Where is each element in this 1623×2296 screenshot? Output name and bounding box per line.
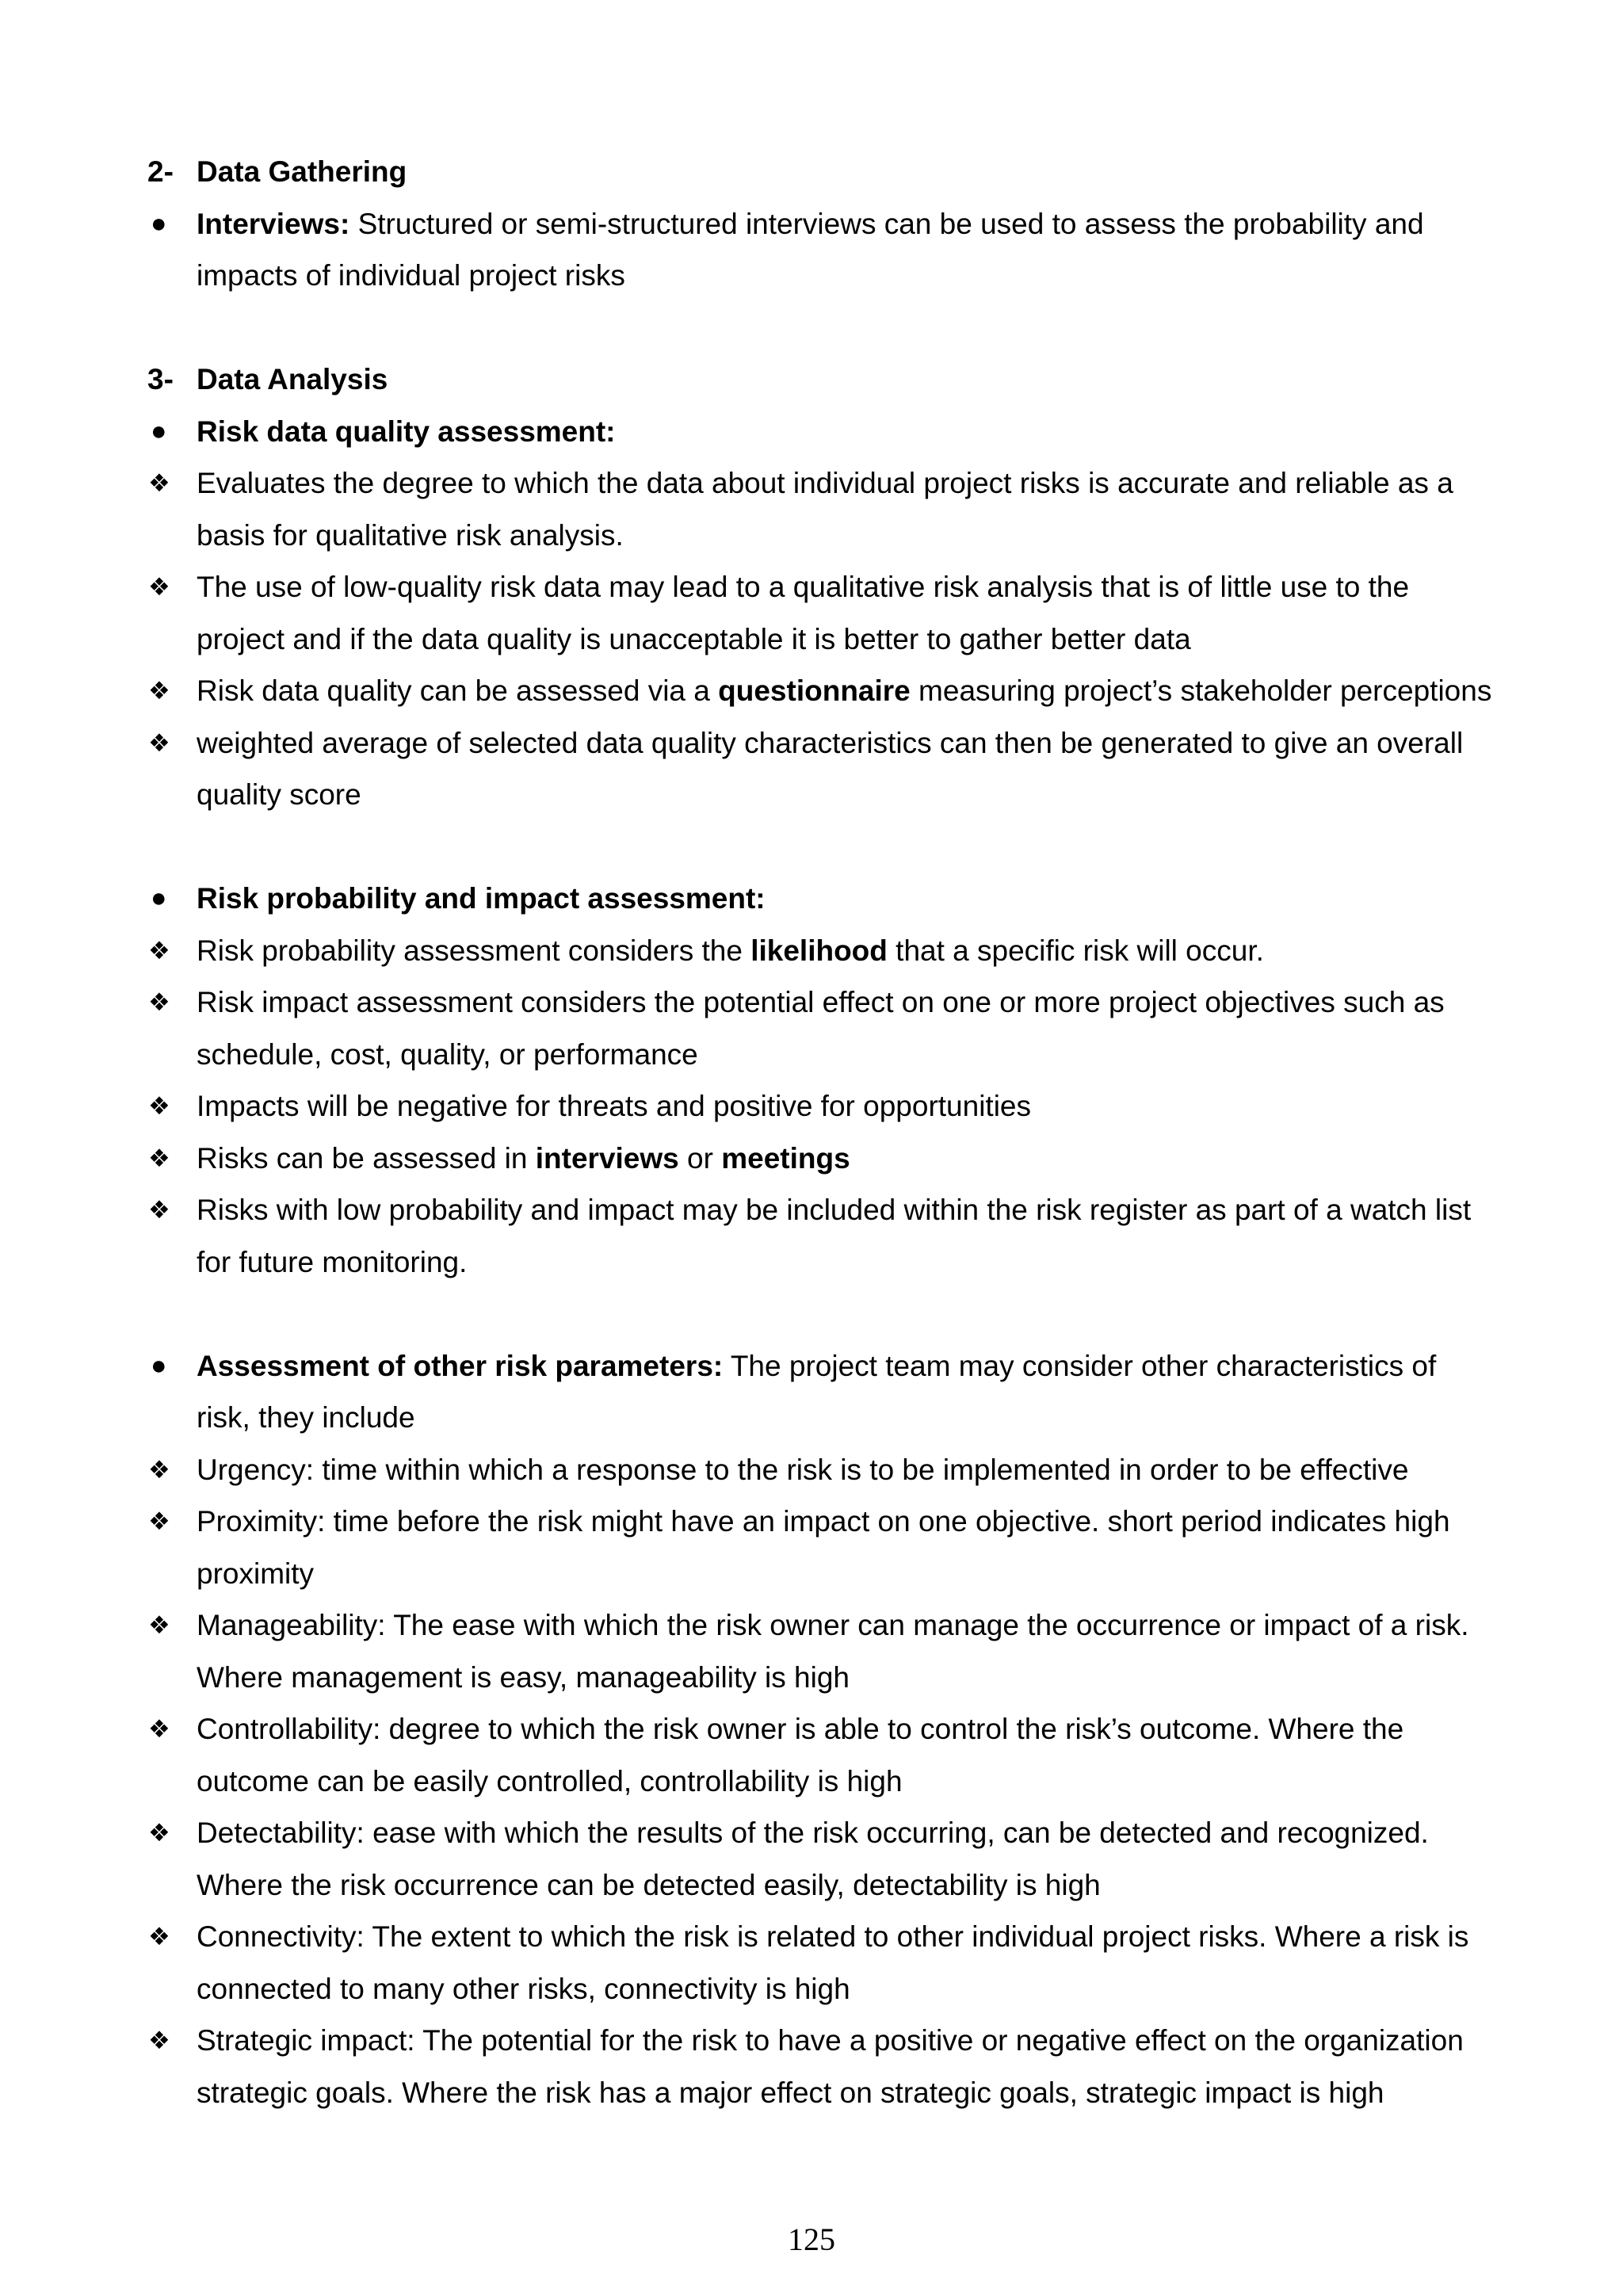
bullet-item-quality (147, 406, 1542, 458)
list-item-text: that a specific risk will occur. (887, 934, 1264, 967)
list-item (147, 1911, 1542, 1963)
section-title: Data Analysis (197, 363, 388, 395)
diamond-bullet-icon: ❖ (148, 988, 170, 1016)
diamond-bullet-icon: ❖ (148, 1092, 170, 1120)
list-item (147, 561, 1542, 613)
list-item-text: The use of low-quality risk data may lead to a qualitative risk analysis that is of little use to the (197, 571, 1410, 603)
bullet-text-continuation: impacts of individual project risks (197, 259, 625, 292)
list-item (147, 976, 1542, 1029)
list-item-text: Manageability: The ease with which the risk owner can manage the occurrence or impact of a risk. (197, 1609, 1469, 1641)
list-item (147, 1133, 1542, 1185)
list-item-text: Urgency: time within which a response to the risk is to be implemented in order to be effective (197, 1453, 1409, 1486)
diamond-bullet-icon: ❖ (148, 1144, 170, 1172)
list-item-continuation: project and if the data quality is unacceptable it is better to gather better data (197, 622, 1191, 655)
page-content (147, 146, 1542, 2118)
list-item-emphasis: questionnaire (718, 674, 911, 707)
bullet-text-continuation: risk, they include (197, 1401, 415, 1434)
section-heading-data-analysis (147, 353, 1542, 406)
diamond-bullet-icon: ❖ (148, 936, 170, 965)
bullet-text: Structured or semi-structured interviews can be used to assess the probability and (349, 207, 1424, 240)
list-item-continuation: quality score (197, 778, 361, 811)
list-item-text: Connectivity: The extent to which the risk is related to other individual project risks. Where a risk is (197, 1920, 1469, 1953)
bullet-item-interviews (147, 198, 1542, 250)
bullet-label: Risk data quality assessment: (197, 415, 616, 448)
diamond-bullet-icon: ❖ (148, 573, 170, 601)
bullet-icon: ● (151, 883, 167, 913)
list-item-text: Risks with low probability and impact may be included within the risk register as part of a watch list (197, 1194, 1472, 1226)
list-item-continuation: Where the risk occurrence can be detected easily, detectability is high (197, 1868, 1101, 1901)
diamond-bullet-icon: ❖ (148, 1715, 170, 1743)
diamond-bullet-icon: ❖ (148, 1611, 170, 1639)
list-item-text: Impacts will be negative for threats and positive for opportunities (197, 1090, 1032, 1122)
bullet-text: The project team may consider other characteristics of (723, 1349, 1437, 1382)
spacer (147, 302, 1542, 354)
list-item-text: Evaluates the degree to which the data about individual project risks is accurate and reliable as a (197, 467, 1453, 499)
list-item-text: Strategic impact: The potential for the risk to have a positive or negative effect on the organization (197, 2024, 1464, 2057)
list-item-emphasis: interviews (535, 1141, 679, 1175)
list-item-text: or (678, 1141, 722, 1175)
list-item-text: weighted average of selected data quality characteristics can then be generated to give an overall (197, 726, 1464, 759)
list-item-continuation: basis for qualitative risk analysis. (197, 518, 624, 552)
list-item-text: Risk data quality can be assessed via a (197, 674, 719, 707)
section-title: Data Gathering (197, 155, 407, 188)
list-item-continuation: Where management is easy, manageability is high (197, 1660, 850, 1694)
list-item (147, 1184, 1542, 1236)
list-item-continuation: schedule, cost, quality, or performance (197, 1037, 698, 1071)
list-item-text: measuring project’s stakeholder perceptions (910, 674, 1492, 707)
spacer (147, 1288, 1542, 1340)
spacer (147, 821, 1542, 873)
section-number: 2- (147, 155, 174, 188)
list-item (147, 925, 1542, 977)
diamond-bullet-icon: ❖ (148, 1455, 170, 1484)
list-item (147, 457, 1542, 510)
list-item (147, 1080, 1542, 1133)
bullet-icon: ● (151, 415, 167, 446)
bullet-label: Risk probability and impact assessment: (197, 882, 766, 915)
list-item-continuation: for future monitoring. (197, 1245, 468, 1278)
list-item (147, 2015, 1542, 2067)
diamond-bullet-icon: ❖ (148, 1819, 170, 1847)
list-item-text: Risk probability assessment considers the (197, 934, 751, 967)
list-item-emphasis: meetings (721, 1141, 850, 1175)
section-number: 3- (147, 363, 174, 395)
bullet-label: Assessment of other risk parameters: (197, 1349, 724, 1382)
section-heading-data-gathering (147, 146, 1542, 198)
list-item (147, 1703, 1542, 1755)
list-item-continuation: connected to many other risks, connectivity is high (197, 1972, 850, 2005)
list-item (147, 1599, 1542, 1652)
list-item-continuation: strategic goals. Where the risk has a major effect on strategic goals, strategic impact is high (197, 2076, 1384, 2109)
list-item (147, 717, 1542, 770)
diamond-bullet-icon: ❖ (148, 1923, 170, 1950)
diamond-bullet-icon: ❖ (148, 2027, 170, 2054)
list-item (147, 1807, 1542, 1859)
diamond-bullet-icon: ❖ (148, 469, 170, 497)
list-item-text: Risk impact assessment considers the potential effect on one or more project objectives such as (197, 986, 1445, 1018)
list-item-text: Detectability: ease with which the results of the risk occurring, can be detected and recognized. (197, 1817, 1429, 1849)
list-item (147, 1496, 1542, 1548)
diamond-bullet-icon: ❖ (148, 1196, 170, 1224)
list-item-text: Controllability: degree to which the risk owner is able to control the risk’s outcome. Where the (197, 1713, 1404, 1745)
bullet-icon: ● (151, 1350, 167, 1381)
list-item-emphasis: likelihood (750, 934, 888, 967)
bullet-item-other-parameters (147, 1340, 1542, 1392)
list-item-continuation: proximity (197, 1557, 315, 1590)
list-item-text: Proximity: time before the risk might have an impact on one objective. short period indicates high (197, 1505, 1450, 1538)
page-number: 125 (788, 2222, 835, 2257)
list-item (147, 665, 1542, 717)
list-item-text: Risks can be assessed in (197, 1141, 536, 1175)
diamond-bullet-icon: ❖ (148, 728, 170, 757)
list-item-continuation: outcome can be easily controlled, controllability is high (197, 1764, 903, 1797)
diamond-bullet-icon: ❖ (148, 677, 170, 705)
diamond-bullet-icon: ❖ (148, 1507, 170, 1535)
bullet-label: Interviews: (197, 207, 350, 240)
bullet-item-probability (147, 873, 1542, 925)
list-item (147, 1444, 1542, 1496)
bullet-icon: ● (151, 208, 167, 239)
